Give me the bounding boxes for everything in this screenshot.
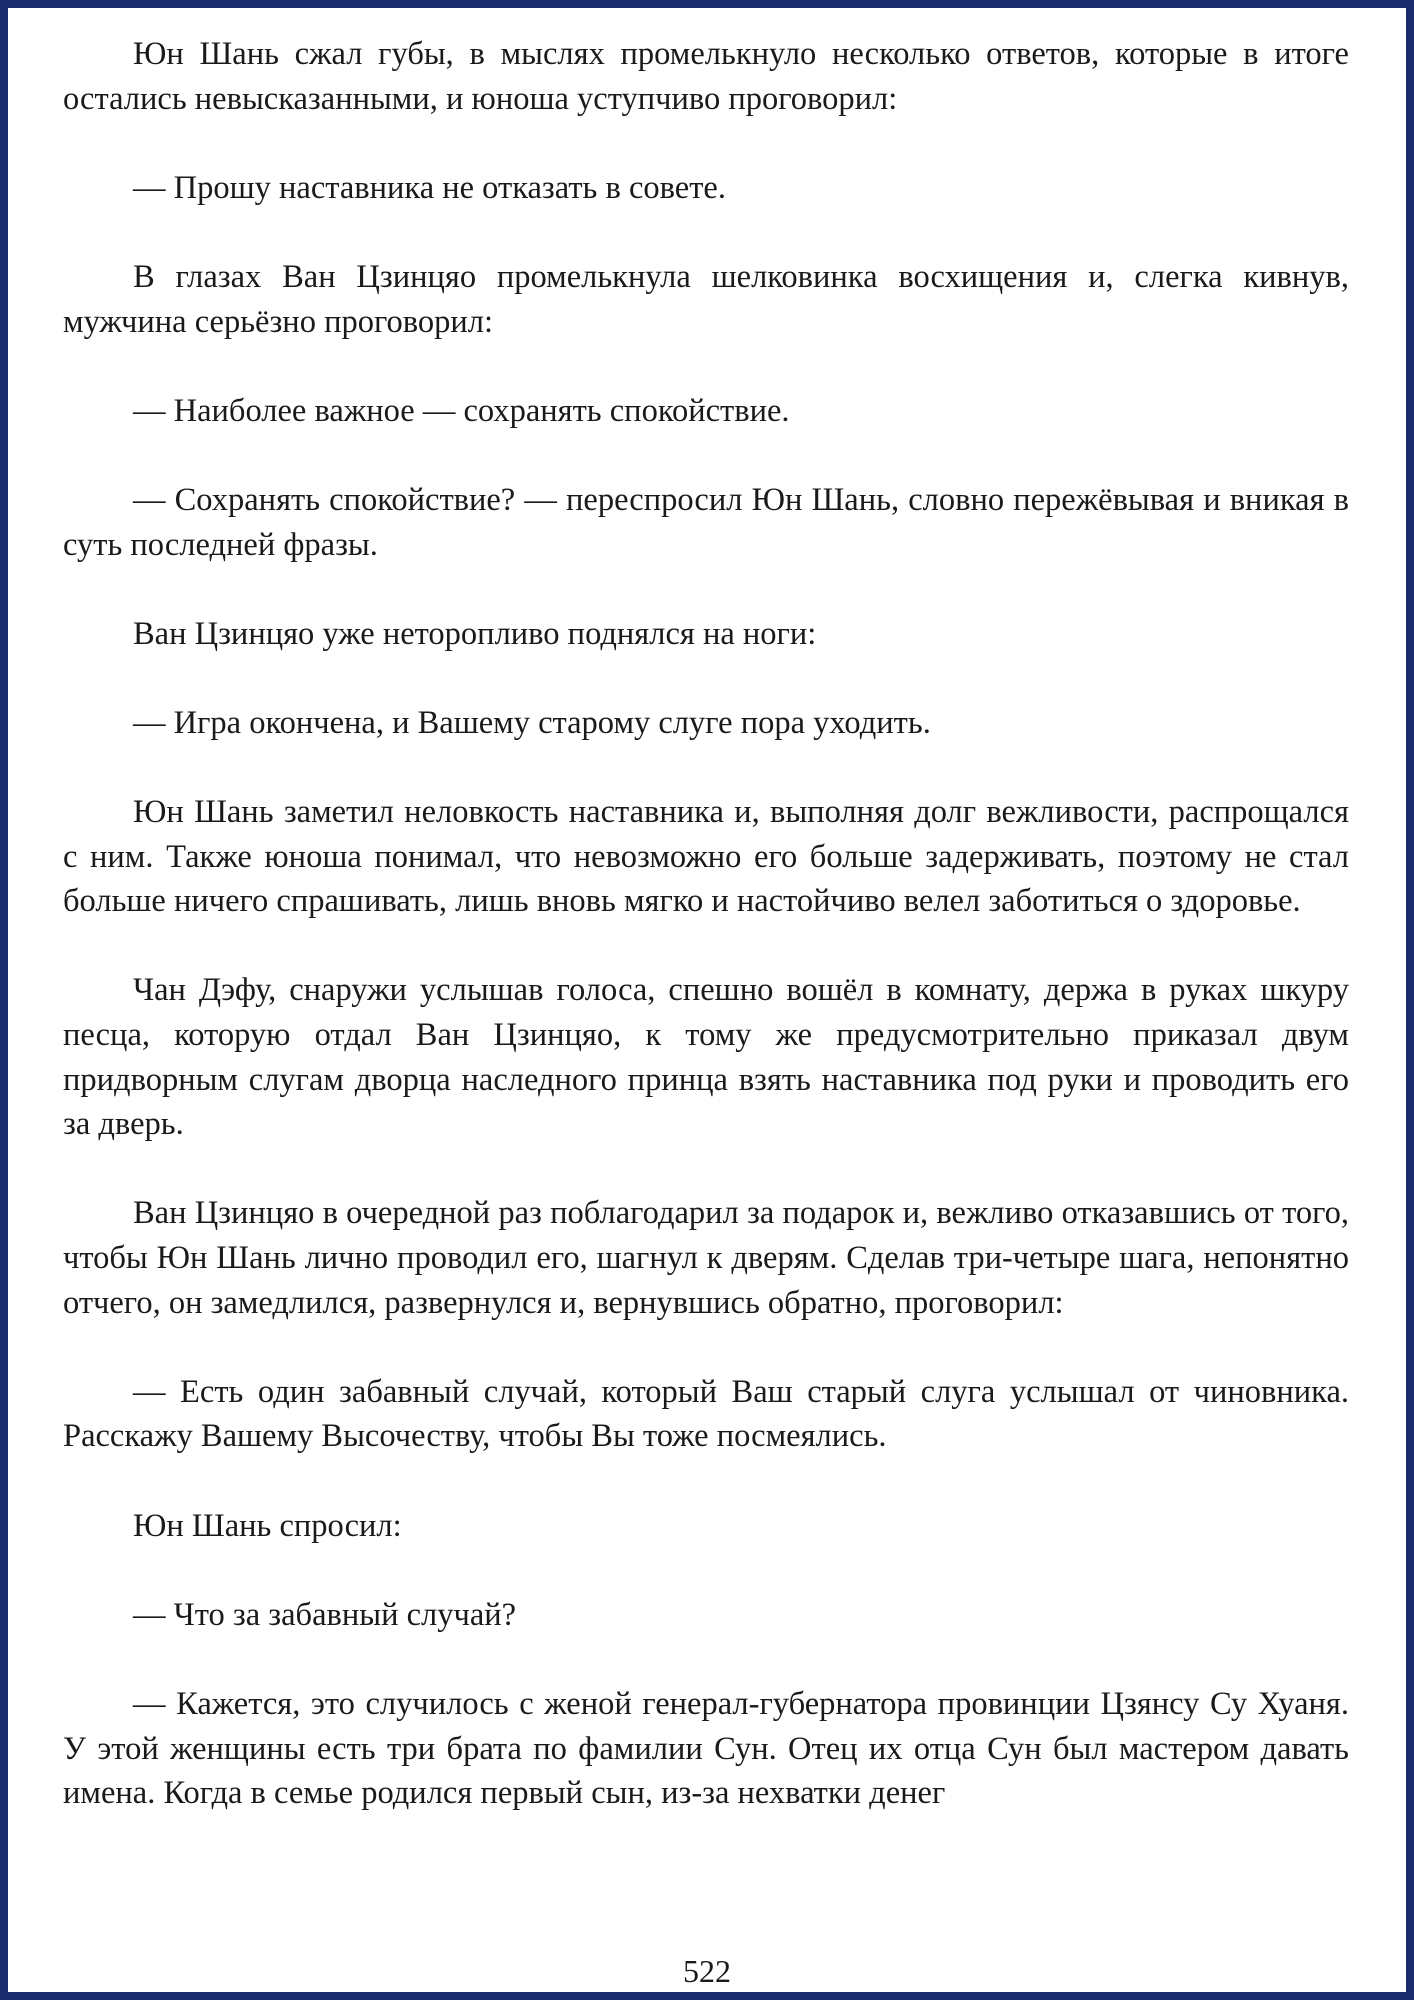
paragraph: — Наиболее важное — сохранять спокойствие. <box>133 392 790 429</box>
paragraph: — Есть один забавный случай, который Ваш старый слуга услышал от чиновника. Расскажу Вашему Высочеству, чтобы Вы тоже посмеялись. <box>63 1373 1349 1455</box>
paragraph: Юн Шань спросил: <box>133 1507 402 1544</box>
paragraph: — Кажется, это случилось с женой генерал-губернатора провинции Цзянсу Су Хуаня. У этой женщины есть три брата по фамилии Сун. Отец их отца Сун был мастером давать имена. Когда в семье родился первый сын, из-за нехватки денег <box>63 1685 1349 1812</box>
paragraph: Чан Дэфу, снаружи услышав голоса, спешно вошёл в комнату, держа в руках шкуру песца, которую отдал Ван Цзинцяо, к тому же предусмотрительно приказал двум придворным слугам дворца наследного принца взять наставника под руки и проводить его за дверь. <box>63 972 1349 1143</box>
paragraph: Ван Цзинцяо в очередной раз поблагодарил за подарок и, вежливо отказавшись от того, чтобы Юн Шань лично проводил его, шагнул к дверям. Сделав три-четыре шага, непонятно отчего, он замедлился, развернулся и, вернувшись обратно, проговорил: <box>63 1195 1349 1321</box>
paragraph: — Игра окончена, и Вашему старому слуге пора уходить. <box>133 704 931 741</box>
paragraph: Ван Цзинцяо уже неторопливо поднялся на ноги: <box>133 615 817 652</box>
paragraph: — Прошу наставника не отказать в совете. <box>133 169 726 206</box>
page-body-text <box>63 32 1349 1860</box>
paragraph: В глазах Ван Цзинцяо промелькнула шелковинка восхищения и, слегка кивнув, мужчина серьёзно проговорил: <box>63 258 1349 340</box>
paragraph: Юн Шань сжал губы, в мыслях промелькнуло несколько ответов, которые в итоге остались невысказанными, и юноша уступчиво проговорил: <box>63 36 1349 117</box>
paragraph: Юн Шань заметил неловкость наставника и, выполняя долг вежливости, распрощался с ним. Также юноша понимал, что невозможно его больше задерживать, поэтому не стал больше ничего спрашивать, лишь вновь мягко и настойчиво велел заботиться о здоровье. <box>63 794 1349 920</box>
paragraph: — Что за забавный случай? <box>133 1596 517 1633</box>
page-number: 522 <box>683 1953 731 1989</box>
paragraph: — Сохранять спокойствие? — переспросил Юн Шань, словно пережёвывая и вникая в суть последней фразы. <box>63 481 1349 563</box>
